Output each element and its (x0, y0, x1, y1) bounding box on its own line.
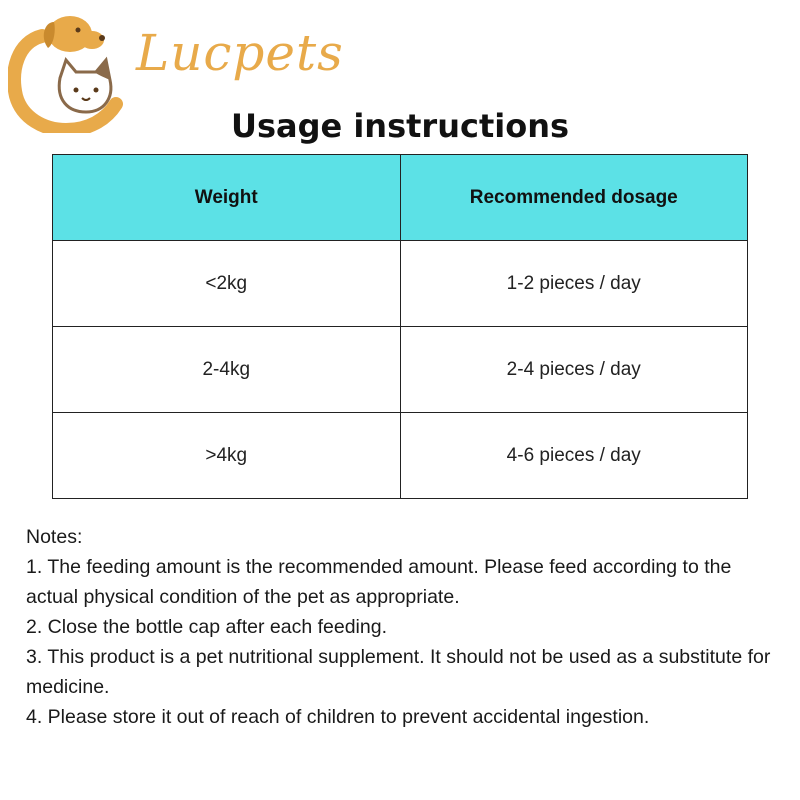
table-row (53, 327, 748, 413)
weight-cell: <2kg (53, 241, 401, 327)
dosage-cell: 1-2 pieces / day (400, 241, 748, 327)
weight-cell: >4kg (53, 413, 401, 499)
note-item: 3. This product is a pet nutritional supplement. It should not be used as a substitute for medicine. (26, 646, 771, 698)
weight-cell: 2-4kg (53, 327, 401, 413)
note-item: 1. The feeding amount is the recommended amount. Please feed according to the actual physical condition of the pet as appropriate. (26, 556, 732, 608)
notes-section (26, 522, 776, 732)
table-row (53, 241, 748, 327)
dosage-cell: 4-6 pieces / day (400, 413, 748, 499)
table-row (53, 413, 748, 499)
brand-name: Lucpets (136, 24, 344, 82)
notes-heading: Notes: (26, 526, 83, 548)
dosage-table (52, 154, 748, 499)
column-header-dosage: Recommended dosage (400, 155, 748, 241)
page-title: Usage instructions (230, 107, 570, 145)
column-header-weight: Weight (53, 155, 401, 241)
table-header-row (53, 155, 748, 241)
note-item: 2. Close the bottle cap after each feeding. (26, 616, 387, 638)
note-item: 4. Please store it out of reach of children to prevent accidental ingestion. (26, 706, 650, 728)
dosage-cell: 2-4 pieces / day (400, 327, 748, 413)
